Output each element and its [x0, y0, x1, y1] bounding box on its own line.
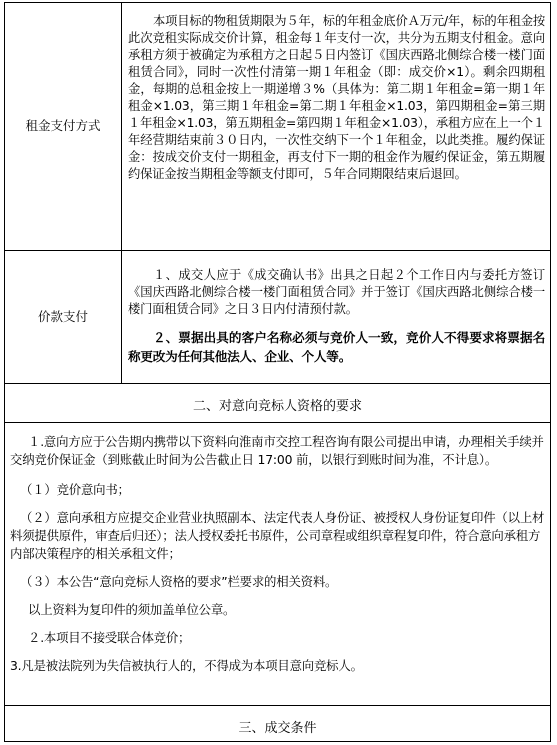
price-payment-text-1: １、成交人应于《成交确认书》出具之日起２个工作日内与委托方签订《国庆西路北侧综合楼一楼门面租赁合同》并于签订《国庆西路北侧综合楼一楼门面租赁合同》之日３日内付清预付款。 — [128, 268, 545, 316]
requirements-block — [5, 433, 550, 675]
row-divider — [5, 250, 550, 251]
price-payment-text-2: ２、票据出具的客户名称必须与竞价人一致，竞价人不得要求将票据名称更改为任何其他法人、企业、个人等。 — [128, 330, 545, 364]
section-3-title: 三、成交条件 — [238, 721, 317, 736]
requirement-item-3: 3.凡是被法院列为失信被执行人的，不得成为本项目意向竞标人。 — [10, 658, 363, 673]
rent-payment-text: 本项目标的物租赁期限为５年，标的年租金底价Ａ万元/年，标的年租金按此次竞租实际成交价计算，租金每１年支付一次，共分为五期支付租金。意向承租方须于被确定为承租方之日起５日内签订《国庆西路北侧综合楼一楼门面租赁合同》，同时一次性付清第一期１年租金（即：成交价×1）。剩余四期租金，每期的总租金按上一期递增３%（具体为：第二期１年租金=第一期１年租金×1.03，第三期１年租金=第二期１年租金×1.03，第四期租金=第三期１年租金×1.03，第五期租金=第四期１年租金×1.03），承租方应在上一个１年经营期结束前３０日内，一次性交纳下一个１年租金，以此类推。履约保证金：按成交价支付一期租金，再支付下一期的租金作为履约保证金，第五期履约保证金按当期租金等额支付即可，５年合同期限结束后退回。 — [128, 14, 545, 181]
column-divider — [121, 3, 122, 383]
requirement-item-1: １.意向方应于公告期内携带以下资料向淮南市交控工程咨询有限公司提出申请，办理相关手续并交纳竞价保证金（到账截止时间为公告截止日 17:00 前，以银行到账时间为准，不计息）。 — [10, 434, 544, 467]
rent-payment-label: 租金支付方式 — [25, 118, 101, 133]
row-divider — [5, 705, 550, 706]
section-2-title: 二、对意向竞标人资格的要求 — [192, 399, 362, 414]
requirement-item-2: ２.本项目不接受联合体竞价； — [28, 630, 191, 645]
requirement-sub-1: （１）竞价意向书； — [20, 482, 130, 497]
requirement-sub-2: （２）意向承租方应提交企业营业执照副本、法定代表人身份证、被授权人身份证复印件（以上材料须提供原件，审查后归还）；法人授权委托书原件，公司章程或组织章程复印件，符合意向承租方内部决策程序的相关承租文件； — [10, 510, 545, 561]
document-table — [4, 2, 551, 742]
price-payment-content — [125, 267, 549, 366]
requirement-sub-3: （３）本公告“意向竞标人资格的要求”栏要求的相关资料。 — [20, 574, 338, 589]
requirement-note: 以上资料为复印件的须加盖单位公章。 — [28, 602, 236, 617]
price-payment-label: 价款支付 — [37, 309, 88, 324]
rent-payment-content — [125, 13, 549, 183]
row-divider — [5, 422, 550, 423]
row-divider — [5, 383, 550, 384]
